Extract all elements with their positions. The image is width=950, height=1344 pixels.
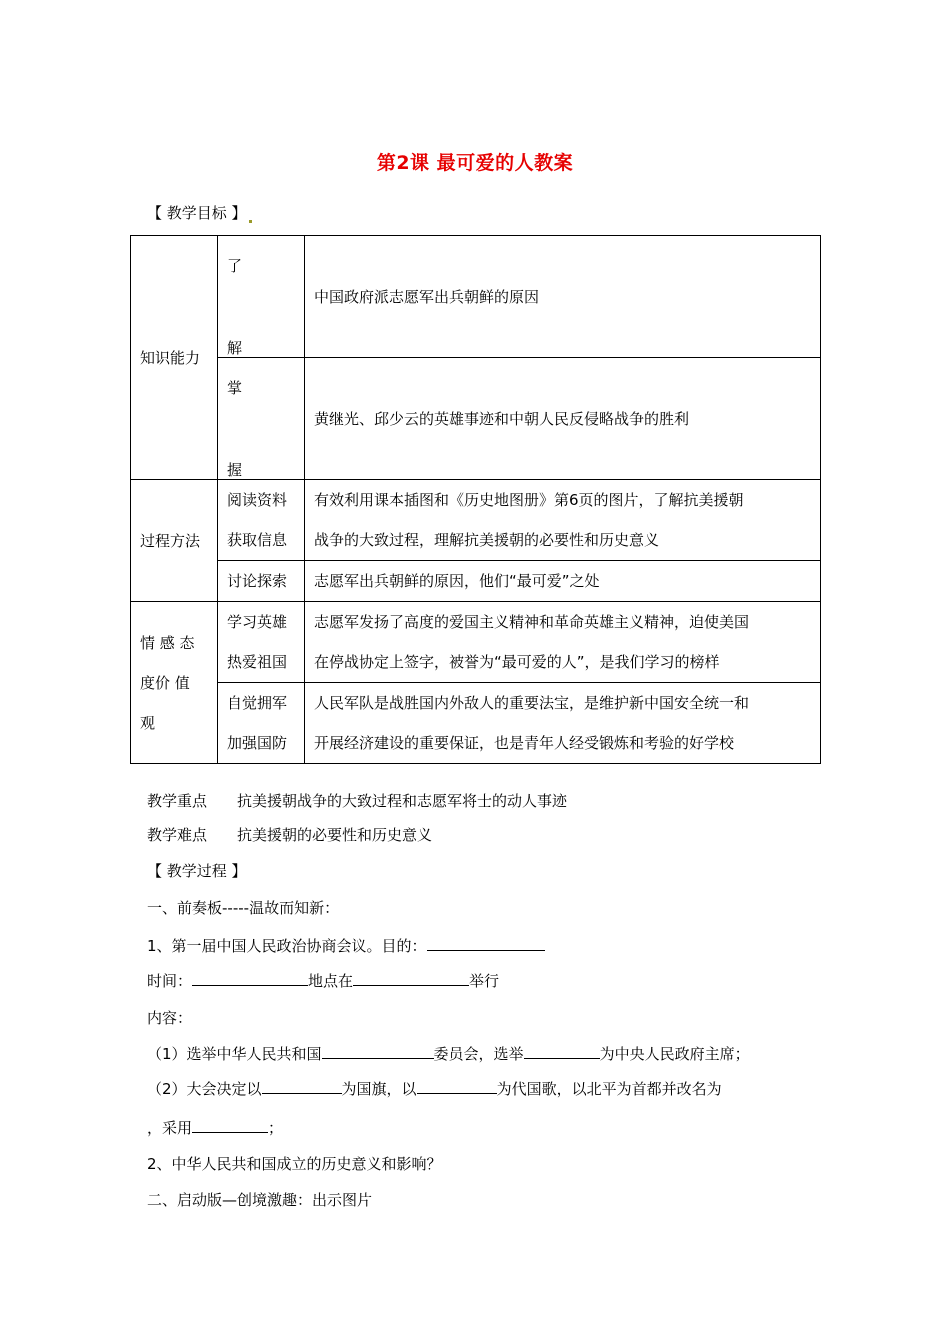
category-process: 过程方法 [131,480,218,602]
key-point: 教学重点 抗美援朝战争的大致过程和志愿军将士的动人事迹 [147,792,568,810]
sub-understand: 了 解 [218,236,305,358]
blank-committee[interactable] [322,1044,434,1059]
blank-calendar[interactable] [192,1118,268,1133]
sub-reading: 阅读资料 获取信息 [218,480,305,561]
question-2: 2、中华人民共和国成立的历史意义和影响？ [147,1155,442,1173]
blank-place[interactable] [353,971,469,986]
content-defense: 人民军队是战胜国内外敌人的重要法宝，是维护新中国安全统一和 开展经济建设的重要保证，也是青年人经受锻炼和考验的好学校 [305,683,821,764]
content-item-2: （2）大会决定以 为国旗，以 为代国歌，以北平为首都并改名为 [147,1080,722,1098]
blank-flag[interactable] [262,1079,342,1094]
section-2: 二、启动版—创境激趣：出示图片 [147,1191,373,1209]
time-place-line: 时间： 地点在 举行 [147,972,500,990]
content-understand: 中国政府派志愿军出兵朝鲜的原因 [305,236,821,358]
goals-table [130,235,821,764]
sub-discussion: 讨论探索 [218,561,305,602]
blank-chairman[interactable] [524,1044,600,1059]
section-1: 一、前奏板-----温故而知新： [147,899,340,917]
blank-time[interactable] [192,971,308,986]
content-master: 黄继光、邱少云的英雄事迹和中朝人民反侵略战争的胜利 [305,358,821,480]
goals-heading: 【 教学目标 】 [147,202,252,223]
category-knowledge: 知识能力 [131,236,218,480]
sub-defense: 自觉拥军 加强国防 [218,683,305,764]
content-item-3: ，采用 ； [147,1119,284,1137]
blank-purpose[interactable] [427,936,545,951]
content-item-1: （1）选举中华人民共和国 委员会，选举 为中央人民政府主席； [147,1045,750,1063]
question-1: 1、第一届中国人民政治协商会议。目的： [147,935,545,956]
blank-anthem[interactable] [417,1079,497,1094]
content-reading: 有效利用课本插图和《历史地图册》第6页的图片，了解抗美援朝 战争的大致过程，理解抗美援朝的必要性和历史意义 [305,480,821,561]
content-heroes: 志愿军发扬了高度的爱国主义精神和革命英雄主义精神，迫使美国 在停战协定上签字，被誉为“最可爱的人”，是我们学习的榜样 [305,602,821,683]
content-label: 内容： [147,1009,193,1027]
category-emotion: 情 感 态 度价 值 观 [131,602,218,764]
content-discussion: 志愿军出兵朝鲜的原因，他们“最可爱”之处 [305,561,821,602]
page-title: 第2课 最可爱的人教案 [376,152,574,174]
sub-heroes: 学习英雄 热爱祖国 [218,602,305,683]
sub-master: 掌 握 [218,358,305,480]
process-heading: 【 教学过程 】 [147,862,247,880]
difficulty: 教学难点 抗美援朝的必要性和历史意义 [147,826,433,844]
